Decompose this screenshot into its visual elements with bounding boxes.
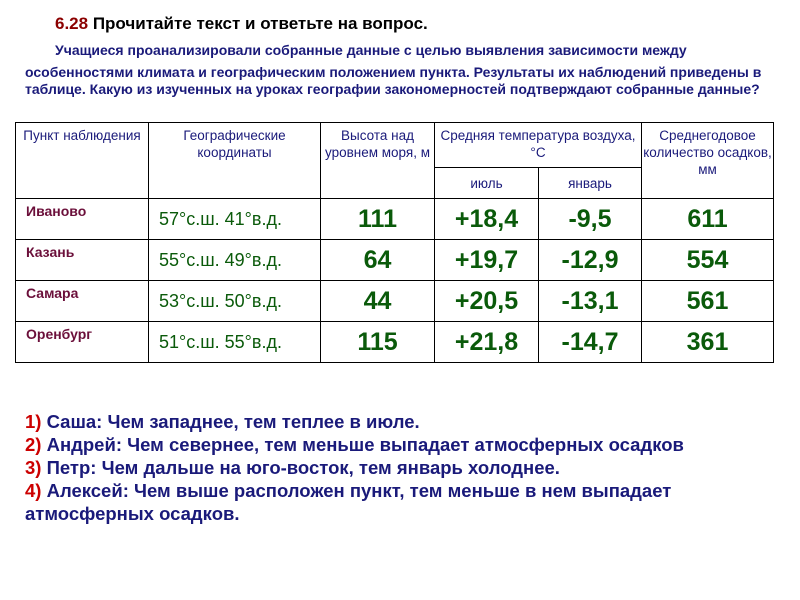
cell-height: 111 <box>321 199 435 240</box>
task-title <box>55 14 428 34</box>
answer-option <box>25 433 785 456</box>
cell-precip: 611 <box>642 199 774 240</box>
cell-city: Оренбург <box>16 322 149 363</box>
answer-number: 4) <box>25 480 42 501</box>
table-row <box>16 322 774 363</box>
header-point: Пункт наблюдения <box>16 123 149 199</box>
task-intro-line1: Учащиеся проанализировали собранные данные с целью выявления зависимости между <box>55 42 687 58</box>
answer-number: 3) <box>25 457 42 478</box>
cell-height: 64 <box>321 240 435 281</box>
answer-number: 2) <box>25 434 42 455</box>
task-number: 6.28 <box>55 14 89 33</box>
cell-precip: 561 <box>642 281 774 322</box>
answer-text: Саша: Чем западнее, тем теплее в июле. <box>46 411 420 432</box>
cell-height: 115 <box>321 322 435 363</box>
cell-coords: 51°с.ш. 55°в.д. <box>149 322 321 363</box>
answer-number: 1) <box>25 411 42 432</box>
header-july: июль <box>435 168 539 199</box>
table-header-row <box>16 123 774 168</box>
cell-july: +20,5 <box>435 281 539 322</box>
observation-table <box>15 122 774 363</box>
task-title-text: Прочитайте текст и ответьте на вопрос. <box>92 14 428 33</box>
answer-text: Петр: Чем дальше на юго-восток, тем январь холоднее. <box>46 457 560 478</box>
cell-july: +18,4 <box>435 199 539 240</box>
cell-january: -12,9 <box>539 240 642 281</box>
answer-option <box>25 479 785 525</box>
cell-city: Самара <box>16 281 149 322</box>
header-coords: Географические координаты <box>149 123 321 199</box>
header-january: январь <box>539 168 642 199</box>
header-temp: Средняя температура воздуха, °С <box>435 123 642 168</box>
cell-height: 44 <box>321 281 435 322</box>
answer-option <box>25 410 785 433</box>
cell-city: Казань <box>16 240 149 281</box>
cell-coords: 57°с.ш. 41°в.д. <box>149 199 321 240</box>
table-row <box>16 240 774 281</box>
header-height: Высота над уровнем моря, м <box>321 123 435 199</box>
header-precip: Среднегодовое количество осадков, мм <box>642 123 774 199</box>
table-row <box>16 199 774 240</box>
cell-january: -14,7 <box>539 322 642 363</box>
cell-precip: 554 <box>642 240 774 281</box>
task-intro-rest: особенностями климата и географическим положением пункта. Результаты их наблюдений приведены в таблице. Какую из изученных на уроках географии закономерностей подтверждают собранные данные? <box>25 64 762 97</box>
answer-text: Алексей: Чем выше расположен пункт, тем меньше в нем выпадает атмосферных осадков. <box>25 480 672 524</box>
cell-precip: 361 <box>642 322 774 363</box>
answer-option <box>25 456 785 479</box>
cell-january: -9,5 <box>539 199 642 240</box>
cell-coords: 55°с.ш. 49°в.д. <box>149 240 321 281</box>
cell-july: +19,7 <box>435 240 539 281</box>
cell-january: -13,1 <box>539 281 642 322</box>
table-row <box>16 281 774 322</box>
cell-city: Иваново <box>16 199 149 240</box>
answer-text: Андрей: Чем севернее, тем меньше выпадает атмосферных осадков <box>46 434 684 455</box>
cell-july: +21,8 <box>435 322 539 363</box>
cell-coords: 53°с.ш. 50°в.д. <box>149 281 321 322</box>
answer-options <box>25 410 785 525</box>
